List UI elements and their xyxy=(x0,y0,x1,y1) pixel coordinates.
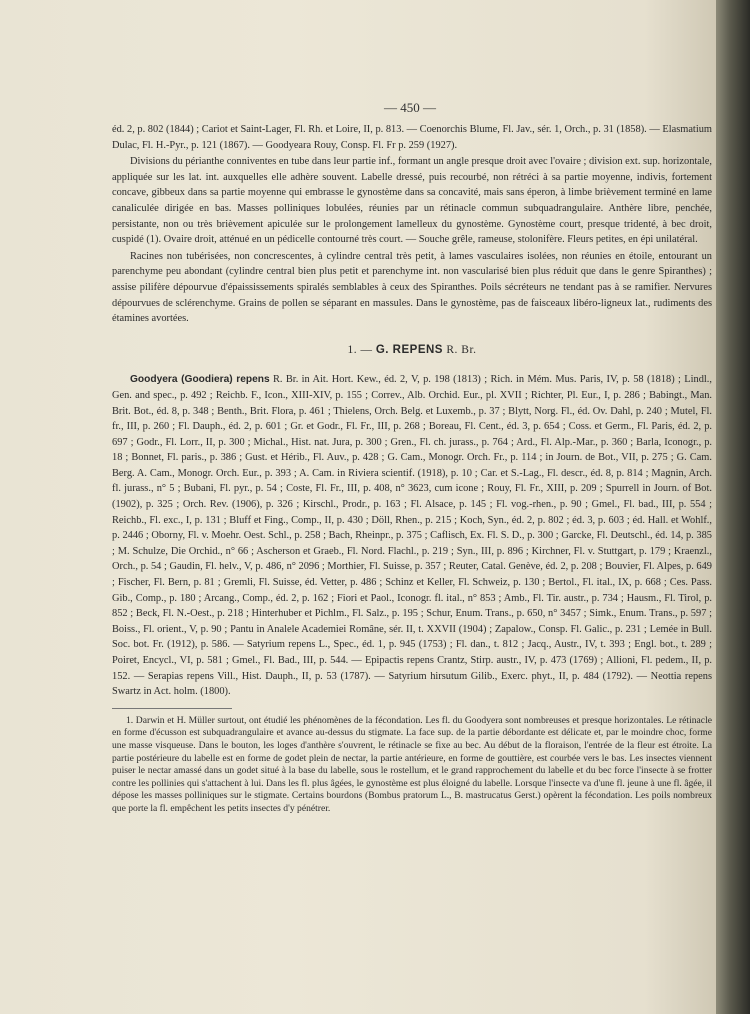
footnote: 1. Darwin et H. Müller surtout, ont étudié les phénomènes de la fécondation. Les fl. du Goodyera sont nombreuses et presque horizontales. Le rétinacle en forme d'écusson est subquadrangulaire et avance au-dessus du stigmate. La face sup. de la partie débordante est délicate et, par le moindre choc, forme une masse visqueuse. Dans le bouton, les loges d'anthère s'ouvrent, le rétinacle se fixe au bec. Au début de la floraison, l'entrée de la fleur est étroite. La partie postérieure du labelle est en forme de godet plein de nectar, la partie antérieure, en forme de gouttière, est courbée vers le bas. Les insectes viennent puiser le nectar amassé dans un godet situé à la base du labelle, sous le rostellum, et le grand rapprochement du labelle et du bec force l'insecte à se frotter contre les pollinies qui s'attachent à lui. Dans les fl. plus âgées, le gynostème est plus éloigné du labelle. Lorsque l'insecte va d'une fl. jeune à une fl. âgée, il dépose les masses polliniques sur le stigmate. Certains bourdons (Bombus pratorum L., B. mastrucatus Gerst.) opèrent la fécondation. Les poils nombreux que porte la fl. empêchent les petits insectes d'y pénétrer. xyxy=(112,714,712,814)
species-heading xyxy=(112,343,712,359)
genus-synonyms: éd. 2, p. 802 (1844) ; Cariot et Saint-Lager, Fl. Rh. et Loire, II, p. 813. — Coenorchis Blume, Fl. Jav., sér. 1, Orch., p. 31 (1858). — Elasmatium Dulac, Fl. H.-Pyr., p. 121 (1867). — Goodyeara Rouy, Consp. Fl. Fr p. 259 (1927). xyxy=(112,124,712,151)
footnote-divider xyxy=(112,708,232,709)
genus-description: Divisions du périanthe conniventes en tube dans leur partie inf., formant un angle presque droit avec l'ovaire ; division ext. sup. horizontale, appliquée sur les lat. int. auxquelles elle adhère souvent. Labelle dressé, puis recourbé, non rétréci à sa partie moyenne, indivis, fortement concave, gibbeux dans sa partie moyenne qui embrasse le gynostème dans sa concavité, mais sans éperon, à limbe brièvement terminé en lame canaliculée dirigée en bas. Masses polliniques lobulées, réunies par un rétinacle commun subquadrangulaire. Anthère libre, penchée, persistante, non ou très brièvement apiculée sur le prolongement lamelleux du gynostème. Gynostème court, presque tridenté, à bec droit, cuspidé (1). Ovaire droit, atténué en un pédicelle contourné très court. — Souche grêle, rameuse, stolonifère. Fleurs petites, en épi unilatéral. xyxy=(112,156,712,246)
synonymy-species: Goodyera (Goodiera) repens xyxy=(130,374,270,386)
synonymy-text: R. Br. in Ait. Hort. Kew., éd. 2, V, p. 198 (1813) ; Rich. in Mém. Mus. Paris, IV, p. 58 (1818) ; Lindl., Gen. and spec., p. 492 ; Reichb. F., Icon., XIII-XIV, p. 155 ; Correv., Alb. Orchid. Eur., pl. XVII ; Richter, Pl. Eur., I, p. 286 ; Babingt., Man. Brit. Bot., éd. 8, p. 348 ; Benth., Brit. Flora, p. 461 ; Thielens, Orch. Belg. et Luxemb., p. 37 ; Blytt, Norg. Fl., éd. Ov. Dahl, p. 240 ; Mutel, Fl. fr., III, p. 260 ; Fl. Dauph., éd. 2, p. 601 ; Gr. et Godr., Fl. Fr., III, p. 268 ; Boreau, Fl. Cent., éd. 3, p. 654 ; Coss. et Germ., Fl. Paris, éd. 2, p. 697 ; Godr., Fl. Lorr., II, p. 300 ; Michal., Hist. nat. Jura, p. 300 ; Gren., Fl. ch. jurass., p. 764 ; Ard., Fl. Alp.-Mar., p. 360 ; Barla, Iconogr., p. 18 ; Bonnet, Fl. paris., p. 386 ; Gust. et Hérib., Fl. Auv., p. 428 ; G. Cam., Monogr. Orch. Fr., p. 114 ; in Journ. de Bot., VII, p. 275 ; G. Cam. Berg. A. Cam., Monogr. Orch. Eur., p. 393 ; A. Cam. in Riviera scientif. (1918), p. 10 ; Car. et S.-Lag., Fl. descr., éd. 8, p. 814 ; Magnin, Arch. fl. jurass., n° 5 ; Bubani, Fl. pyr., p. 54 ; Coste, Fl. Fr., III, p. 408, n° 3623, cum icone ; Rouy, Fl. Fr., XIII, p. 209 ; Spurrell in Journ. of Bot. (1902), p. 325 ; Orch. Rev. (1906), p. 326 ; Kirschl., Prodr., p. 163 ; Fl. Alsace, p. 145 ; Fl. vog.-rhen., p. 90 ; Gmel., Fl. bad., III, p. 554 ; Reichb., Fl. exc., I, p. 131 ; Bluff et Fing., Comp., II, p. 430 ; Döll, Rhen., p. 215 ; Koch, Syn., éd. 2, p. 802 ; éd. 3, p. 603 ; éd. Hall. et Wohlf., p. 2446 ; Oborny, Fl. v. Moehr. Oest. Schl., p. 258 ; Bach, Rheinpr., p. 375 ; Caflisch, Ex. Fl. S. D., p. 300 ; Garcke, Fl. Deutschl., éd. 14, p. 385 ; M. Schulze, Die Orchid., n° 66 ; Ascherson et Graeb., Fl. Nord. Flachl., p. 219 ; Syn., III, p. 896 ; Kirchner, Fl. v. Stuttgart, p. 179 ; Kraenzl., Orch., p. 54 ; Gaudin, Fl. helv., V, p. 486, n° 2096 ; Morthier, Fl. Suisse, p. 357 ; Reuter, Catal. Genève, éd. 2, p. 208 ; Bouvier, Fl. Alpes, p. 649 ; Fischer, Fl. Bern, p. 81 ; Gremli, Fl. Suisse, éd. Vetter, p. 486 ; Schinz et Keller, Fl. Schweiz, p. 130 ; Bertol., Fl. ital., IX, p. 668 ; Ces. Pass. Gib., Comp., p. 180 ; Arcang., Comp., éd. 2, p. 162 ; Fiori et Paol., Iconogr. fl. ital., n° 853 ; Amb., Fl. Tir. austr., p. 734 ; Hausm., Fl. Tirol, p. 852 ; Beck, Fl. N.-Oest., p. 218 ; Hinterhuber et Pichlm., Fl. Salz., p. 195 ; Schur, Enum. Trans., p. 650, n° 3457 ; Simk., Enum. Trans., p. 597 ; Boiss., Fl. orient., V, p. 90 ; Pantu in Analele Academiei Române, sér. II, t. XXVII (1904) ; Zapalow., Consp. Fl. Galic., p. 231 ; Lemée in Bull. Soc. bot. Fr. (1912), p. 586. — Satyrium repens L., Spec., éd. 1, p. 945 (1753) ; Fl. dan., t. 812 ; Jacq., Austr., IV, t. 393 ; Engl. bot., t. 289 ; Poiret, Encycl., VI, p. 581 ; Gmel., Fl. Bad., III, p. 544. — Epipactis repens Crantz, Stirp. austr., IV, p. 473 (1769) ; Allioni, Fl. pedem., II, p. 152. — Serapias repens Vill., Hist. Dauph., II, p. 53 (1787). — Satyrium hirsutum Gilib., Exerc. phyt., II, p. 484 (1792). — Neottia repens Swartz in Act. holm. (1800). xyxy=(112,374,712,698)
species-number: 1. — xyxy=(347,343,373,356)
species-author: R. Br. xyxy=(446,343,477,356)
species-synonymy xyxy=(112,372,712,699)
species-name: G. REPENS xyxy=(375,343,443,356)
book-spine xyxy=(716,0,750,1014)
root-anatomy: Racines non tubérisées, non concrescentes, à cylindre central très petit, à lames vasculaires isolées, non réunies en étoile, entourant un parenchyme peu abondant (cylindre central bien plus petit et parenchyme int. non vascularisé bien plus réduit que dans le genre Spiranthes) ; assise pilifère dépourvue d'épaississements spiralés semblables à ceux des Spiranthes. Poils sécréteurs ne tendant pas à se ramifier. Nervures dépourvues de sclérenchyme. Grains de pollen se séparant en massules. Dans le gynostème, pas de faisceaux libéro-ligneux lat., rudiments des étamines avortées. xyxy=(112,250,712,325)
page-number: — 450 — xyxy=(384,100,436,115)
page-body xyxy=(112,92,712,816)
